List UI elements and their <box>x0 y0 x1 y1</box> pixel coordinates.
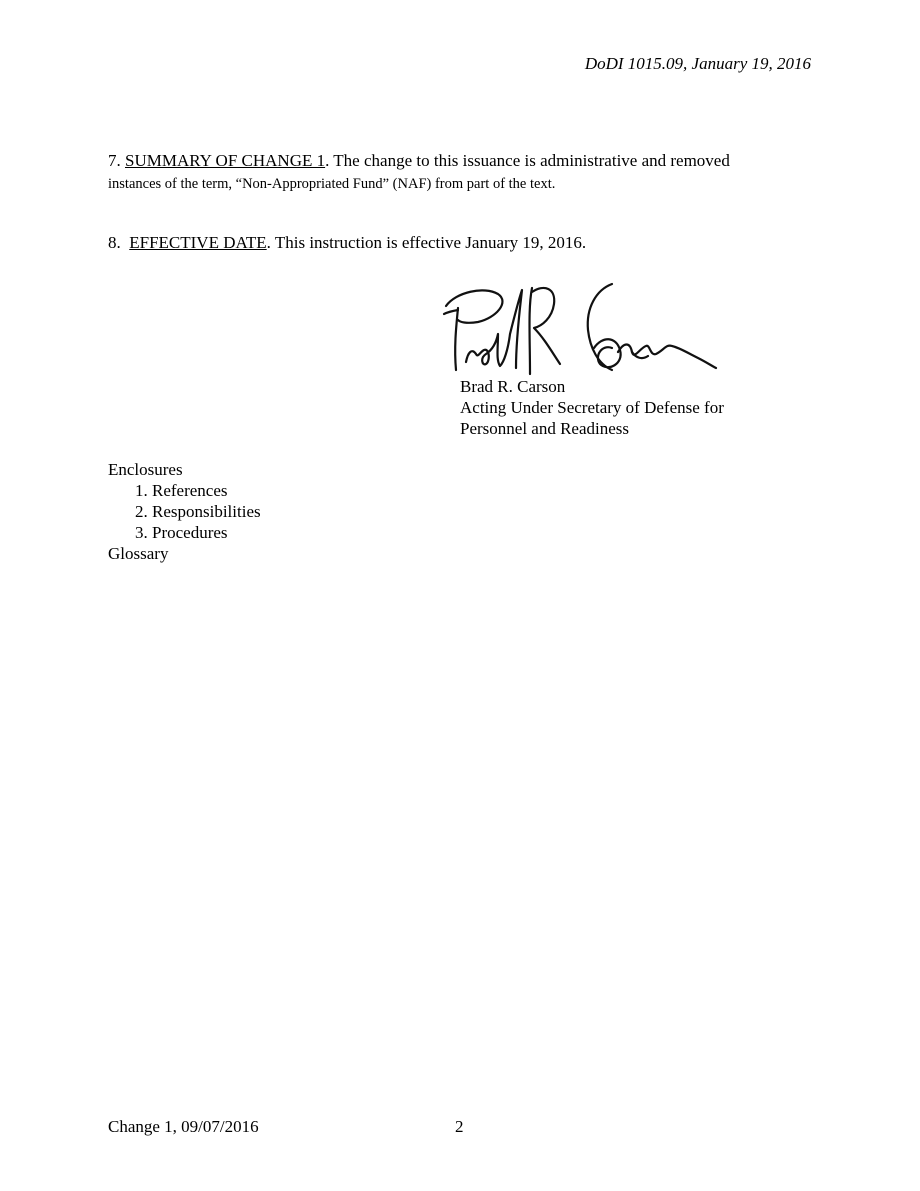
section-text-line2: instances of the term, “Non-Appropriated Fund” (NAF) from part of the text. <box>108 176 556 192</box>
handwritten-signature <box>436 278 720 386</box>
section-number: 8. <box>108 233 121 252</box>
section-text: . The change to this issuance is administrative and removed <box>325 151 730 170</box>
section-summary-of-change <box>108 150 808 195</box>
glossary-label: Glossary <box>108 544 169 563</box>
enclosure-item: 1. References <box>135 481 228 500</box>
footer-change: Change 1, 09/07/2016 <box>108 1117 259 1136</box>
signer-title-line2: Personnel and Readiness <box>460 419 630 438</box>
enclosures-heading: Enclosures <box>108 460 183 479</box>
enclosure-item: 2. Responsibilities <box>135 502 261 521</box>
document-header: DoDI 1015.09, January 19, 2016 <box>584 54 811 73</box>
enclosures-list <box>108 459 261 564</box>
section-heading: SUMMARY OF CHANGE 1 <box>125 151 326 170</box>
enclosure-item: 3. Procedures <box>135 523 228 542</box>
section-effective-date <box>108 232 808 254</box>
signer-name: Brad R. Carson <box>460 377 566 396</box>
section-text: . This instruction is effective January 19, 2016. <box>266 233 587 252</box>
section-heading: EFFECTIVE DATE <box>129 233 267 252</box>
signer-title-line1: Acting Under Secretary of Defense for <box>460 398 724 417</box>
section-number: 7. <box>108 151 121 170</box>
page-number: 2 <box>455 1117 464 1136</box>
signature-block <box>460 376 724 439</box>
